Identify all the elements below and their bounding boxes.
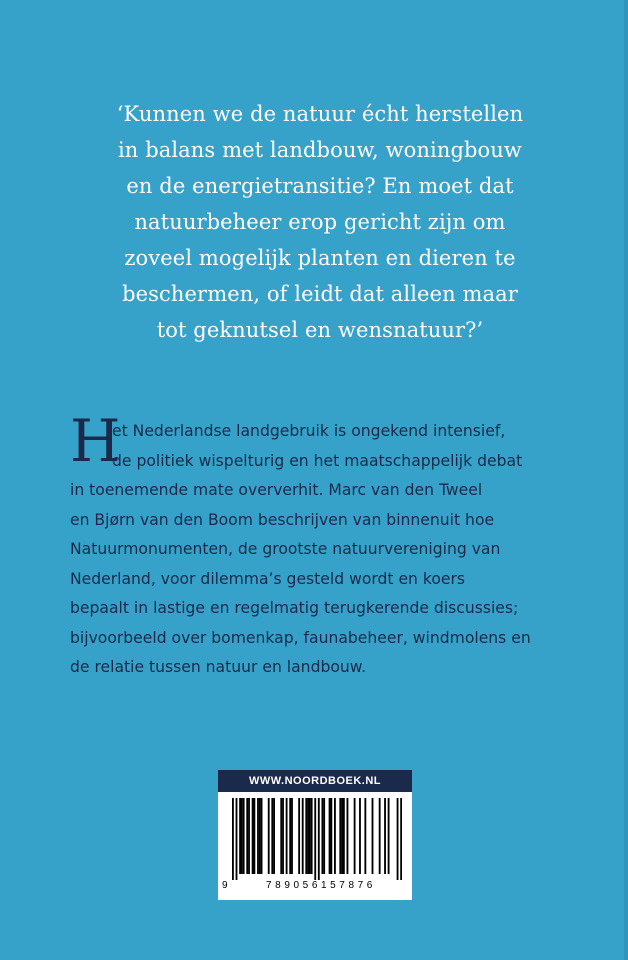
pull-quote (90, 96, 550, 348)
quote-line: in balans met landbouw, woningbouw (117, 138, 522, 162)
cover-edge (624, 0, 628, 960)
drop-cap: H (70, 407, 121, 475)
quote-line: natuurbeheer erop gericht zijn om (134, 210, 506, 234)
blurb-line: de politiek wispelturig en het maatschappelijk debat (112, 451, 523, 470)
blurb-line: Nederland, voor dilemma’s gesteld wordt en koers (70, 569, 466, 588)
quote-line: beschermen, of leidt dat alleen maar (122, 282, 518, 306)
quote-line: ‘Kunnen we de natuur écht herstellen (116, 102, 524, 126)
quote-line: tot geknutsel en wensnatuur?’ (156, 318, 484, 342)
barcode-icon (232, 798, 402, 880)
quote-line: en de energietransitie? En moet dat (126, 174, 514, 198)
blurb-line: de relatie tussen natuur en landbouw. (70, 658, 367, 676)
blurb-line: in toenemende mate oververhit. Marc van den Tweel (70, 481, 483, 499)
blurb-line: bijvoorbeeld over bomenkap, faunabeheer, windmolens en (70, 628, 531, 647)
barcode-panel (218, 770, 412, 900)
blurb-line: et Nederlandse landgebruik is ongekend intensief, (112, 422, 506, 440)
blurb-line: Natuurmonumenten, de grootste natuurvereniging van (70, 540, 501, 558)
blurb-line: bepaalt in lastige en regelmatig terugkerende discussies; (70, 599, 519, 617)
blurb-text (70, 417, 550, 683)
publisher-website: WWW.NOORDBOEK.NL (218, 770, 412, 792)
isbn-digits: 789056157876 (266, 880, 376, 891)
barcode-first-digit: 9 (222, 880, 228, 891)
quote-line: zoveel mogelijk planten en dieren te (124, 246, 516, 270)
blurb-line: en Bjørn van den Boom beschrijven van binnenuit hoe (70, 510, 495, 529)
